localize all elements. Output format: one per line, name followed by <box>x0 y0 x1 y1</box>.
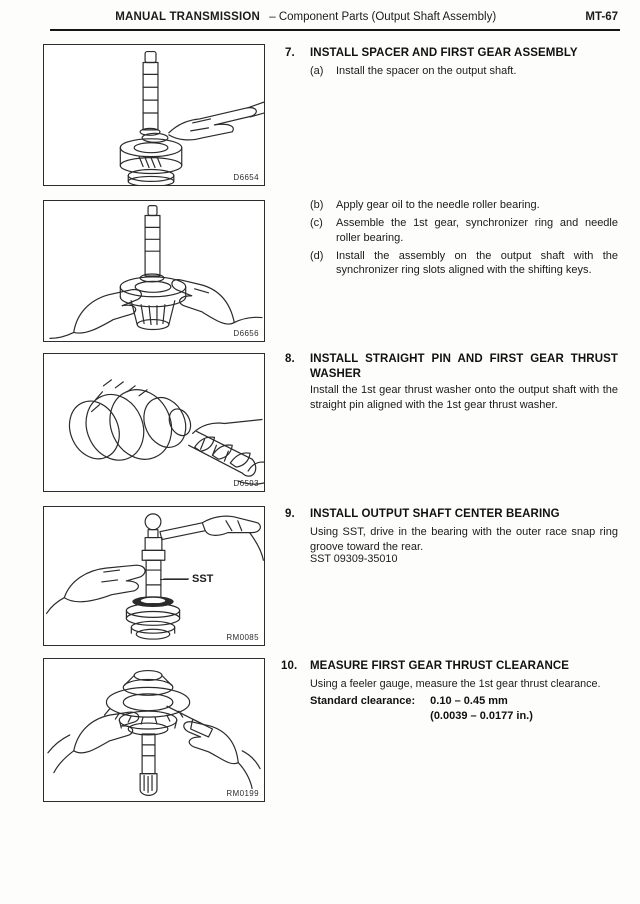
step-number: 9. <box>285 508 295 520</box>
spec-label: Standard clearance: <box>310 695 416 707</box>
substep-text: Install the spacer on the output shaft. <box>336 65 517 77</box>
illustration-thrust-washer-icon <box>44 354 264 491</box>
figure-code: RM0199 <box>226 789 259 798</box>
spec-values <box>430 694 533 723</box>
step-10-spec <box>310 694 533 723</box>
step-10-heading <box>281 659 618 674</box>
illustration-assemble-first-gear-icon <box>44 201 264 341</box>
illustration-feeler-gauge-icon <box>44 659 264 801</box>
substep-label: (c) <box>310 217 323 229</box>
header-rule <box>50 29 620 31</box>
step-heading-text: INSTALL STRAIGHT PIN AND FIRST GEAR THRUST WASHER <box>310 353 618 380</box>
sst-leader-line <box>160 579 188 580</box>
figure-box-install-spacer <box>43 44 265 186</box>
substep-label: (d) <box>310 249 324 262</box>
step-9-heading <box>285 507 618 522</box>
step-heading-text: INSTALL OUTPUT SHAFT CENTER BEARING <box>310 508 560 520</box>
step-number: 7. <box>285 47 295 59</box>
step-8-heading <box>285 352 618 382</box>
figure-box-assemble-first-gear <box>43 200 265 342</box>
page-number: MT-67 <box>585 11 618 23</box>
figure-code: RM0085 <box>226 633 259 642</box>
substep-text: Install the assembly on the output shaft with the synchronizer ring slots aligned with the shifting keys. <box>336 249 618 276</box>
step-9-body: Using SST, drive in the bearing with the outer race snap ring groove toward the rear. <box>310 526 618 553</box>
step-9-sst-number: SST 09309-35010 <box>310 553 398 565</box>
spec-value-mm: 0.10 – 0.45 mm <box>430 695 508 707</box>
substep-label: (b) <box>310 199 324 211</box>
illustration-center-bearing-sst-icon <box>44 507 264 645</box>
figure-code: D6654 <box>233 173 259 182</box>
step-heading-text: INSTALL SPACER AND FIRST GEAR ASSEMBLY <box>310 47 578 59</box>
figure-box-thrust-washer <box>43 353 265 492</box>
step-10-body: Using a feeler gauge, measure the 1st gear thrust clearance. <box>310 678 601 690</box>
header-title <box>115 11 496 23</box>
figure-box-center-bearing <box>43 506 265 646</box>
page-header <box>50 11 618 23</box>
step-7-substeps-bcd <box>310 198 618 281</box>
substep-label: (a) <box>310 65 324 77</box>
header-title-rest: – Component Parts (Output Shaft Assembly) <box>269 11 497 23</box>
step-7-heading <box>285 46 618 61</box>
spec-value-in: (0.0039 – 0.0177 in.) <box>430 709 533 722</box>
step-8-body: Install the 1st gear thrust washer onto the output shaft with the straight pin aligned with the 1st gear thrust washer. <box>310 384 618 411</box>
sst-label-text: SST <box>192 573 214 585</box>
step-number: 8. <box>285 353 295 365</box>
substep-text: Assemble the 1st gear, synchronizer ring and needle roller bearing. <box>336 217 618 244</box>
figure-code: D6593 <box>233 479 259 488</box>
step-heading-text: MEASURE FIRST GEAR THRUST CLEARANCE <box>310 660 570 672</box>
sst-callout <box>160 573 213 585</box>
substep-text: Apply gear oil to the needle roller bearing. <box>336 199 540 211</box>
illustration-install-spacer-icon <box>44 45 264 185</box>
step-number: 10. <box>281 660 298 672</box>
figure-code: D6656 <box>233 329 259 338</box>
figure-box-feeler-gauge <box>43 658 265 802</box>
step-7-substep-a <box>310 64 618 82</box>
header-title-bold: MANUAL TRANSMISSION <box>115 11 261 23</box>
